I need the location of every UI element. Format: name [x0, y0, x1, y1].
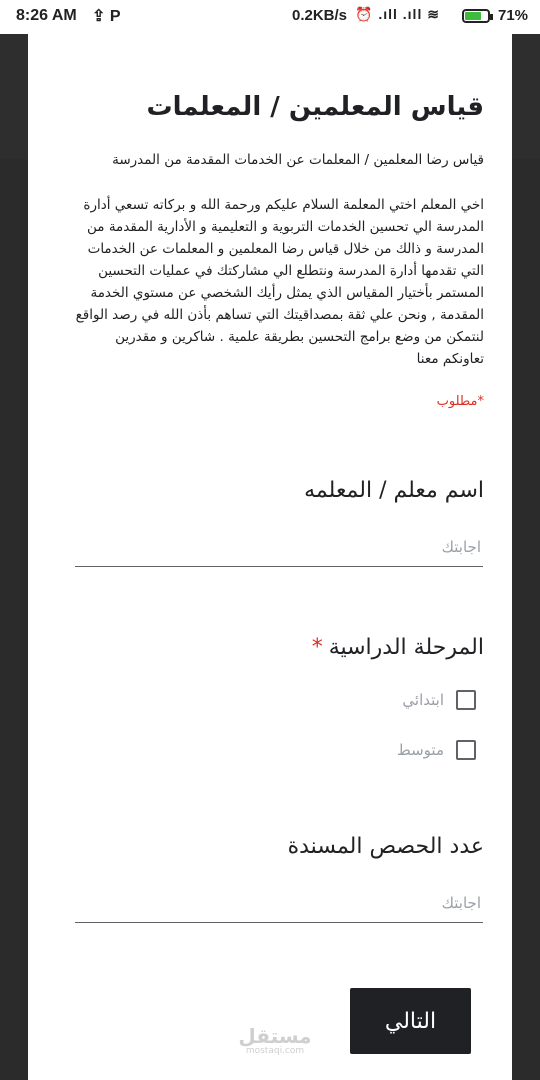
teacher-name-input[interactable]	[75, 528, 483, 567]
watermark-arabic: مستقل	[238, 1024, 312, 1048]
question-periods-title: عدد الحصص المسندة	[287, 834, 484, 859]
network-speed: 0.2KB/s	[292, 7, 348, 24]
option-primary-label: ابتدائي	[402, 691, 444, 709]
watermark-latin: mostaqi.com	[245, 1046, 305, 1056]
notification-icons: ⇪ P	[92, 8, 121, 25]
form-title: قياس المعلمين / المعلمات	[146, 92, 484, 122]
form-card	[28, 34, 512, 1080]
signal-wifi-icons: ⏰ .ıll .ıll ≋	[355, 6, 440, 22]
question-teacher-name-title: اسم معلم / المعلمه	[304, 478, 484, 503]
required-note: *مطلوب	[436, 394, 484, 409]
periods-input[interactable]	[75, 884, 483, 923]
option-intermediate-label: متوسط	[396, 741, 444, 759]
question-stage-title	[312, 635, 484, 660]
option-primary[interactable]	[402, 686, 476, 714]
battery-percent: 71%	[498, 7, 529, 24]
checkbox-intermediate[interactable]	[456, 740, 476, 760]
form-subtitle: قياس رضا المعلمين / المعلمات عن الخدمات المقدمة من المدرسة	[112, 152, 484, 168]
status-time: 8:26 AM	[16, 7, 77, 24]
form-description: اخي المعلم اختي المعلمة السلام عليكم ورحمة الله و بركاته تسعي أدارة المدرسة الي تحسين الخدمات التربوية و التعليمية و الأدارية المقدمة من المدرسة و ذالك من خلال قياس رضا المعلمين و المعلمات عن الخدمات التي تقدمها أدارة المدرسة ونتطلع الي مشاركتك في عمليات التحسين المستمر بأختيار المقياس الذي يمثل رأيك الشخصي عن مستوي الخدمة المقدمة , ونحن علي ثقة بمصداقيتك التي تساهم بأذن الله في رصد الواقع لنتمكن من وضع برامج التحسين بطريقة علمية . شاكرين و مقدرين تعاونكم معنا	[75, 197, 484, 367]
status-bar	[0, 0, 540, 34]
checkbox-primary[interactable]	[456, 690, 476, 710]
next-button[interactable]: التالي	[350, 988, 471, 1054]
question-stage-label: المرحلة الدراسية	[328, 635, 484, 660]
option-intermediate[interactable]	[397, 736, 476, 764]
watermark-logo	[235, 1024, 315, 1056]
battery-fill	[465, 12, 481, 20]
required-star: *	[311, 635, 323, 660]
battery-icon	[462, 9, 490, 23]
